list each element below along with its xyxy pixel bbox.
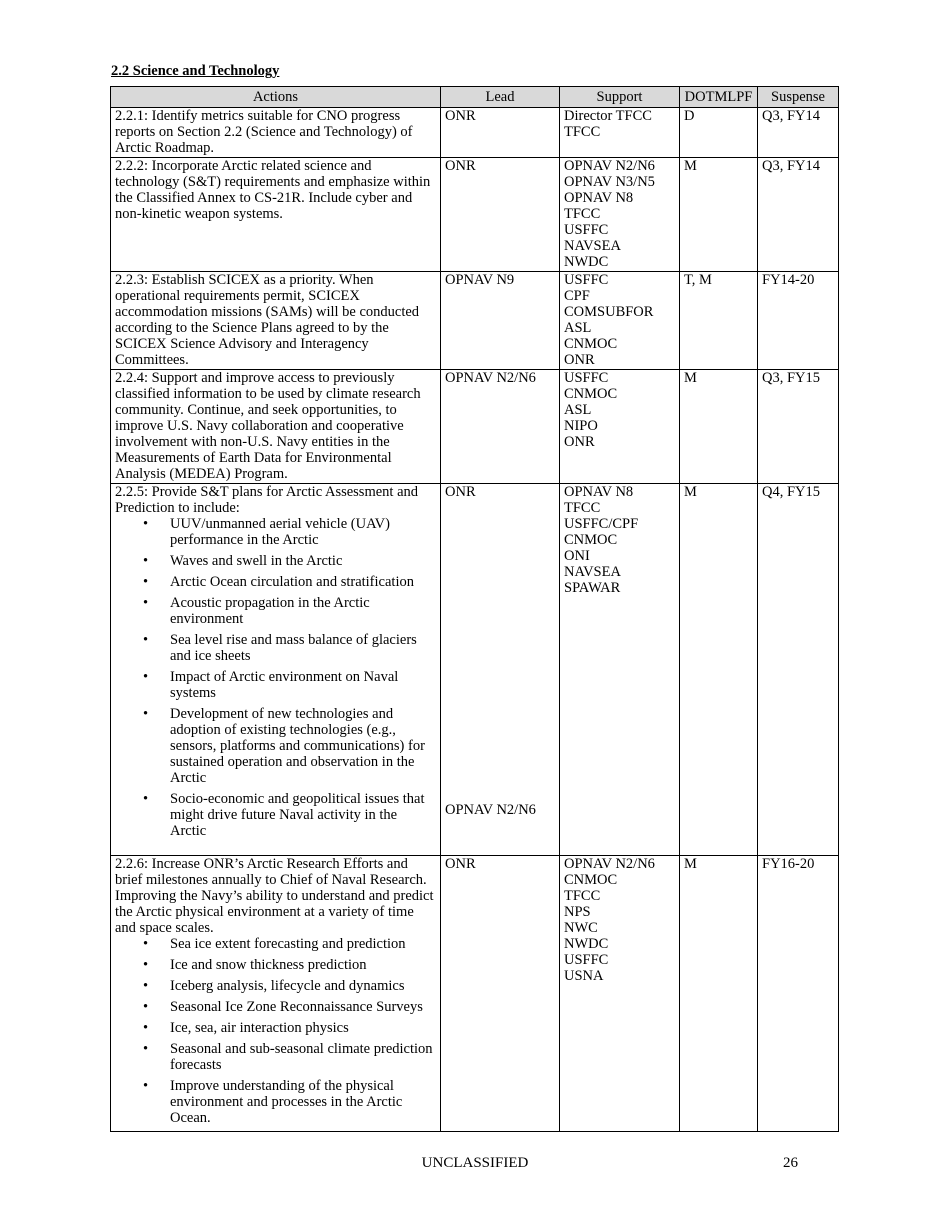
support-cell — [560, 108, 680, 158]
action-cell: 2.2.3: Establish SCICEX as a priority. When operational requirements permit, SCICEX accommodation missions (SAMs) will be conducted according to the Science Plans agreed to by the SCICEX Science Advisory and Interagency Committees. — [111, 272, 441, 370]
support-org: COMSUBFOR — [564, 304, 654, 320]
column-header-suspense: Suspense — [758, 87, 839, 108]
support-org: USFFC — [564, 222, 609, 238]
support-org: NWDC — [564, 936, 609, 952]
bullet-list — [115, 936, 436, 1126]
table-row — [111, 856, 839, 1132]
action-cell: 2.2.1: Identify metrics suitable for CNO progress reports on Section 2.2 (Science and Technology) of Arctic Roadmap. — [111, 108, 441, 158]
column-header-lead: Lead — [441, 87, 560, 108]
lead-cell: ONR — [441, 158, 560, 272]
lead-cell: ONR — [441, 856, 560, 1132]
support-cell — [560, 370, 680, 484]
list-item: • Ice and snow thickness prediction — [115, 957, 436, 973]
table-row — [111, 108, 839, 158]
support-org: NIPO — [564, 418, 598, 434]
support-org: USNA — [564, 968, 604, 984]
support-org: TFCC — [564, 124, 601, 140]
support-org: CNMOC — [564, 532, 618, 548]
support-org: OPNAV N8 — [564, 484, 634, 500]
lead-secondary: OPNAV N2/N6 — [445, 802, 536, 818]
suspense-cell: FY16-20 — [758, 856, 839, 1132]
support-org: TFCC — [564, 500, 601, 516]
support-org: SPAWAR — [564, 580, 621, 596]
action-cell: 2.2.4: Support and improve access to previously classified information to be used by climate research community. Continue, and seek opportunities, to improve U.S. Navy collaboration and cooperative involvement with non-U.S. Navy entities in the Measurements of Earth Data for Environmental Analysis (MEDEA) Program. — [111, 370, 441, 484]
action-intro: 2.2.5: Provide S&T plans for Arctic Assessment and Prediction to include: — [115, 484, 418, 516]
dotmlpf-cell: M — [680, 856, 758, 1132]
support-org: NAVSEA — [564, 238, 621, 254]
list-item: • Improve understanding of the physical environment and processes in the Arctic Ocean. — [115, 1078, 436, 1126]
list-item: • Sea level rise and mass balance of glaciers and ice sheets — [115, 632, 436, 664]
lead-cell: OPNAV N2/N6 — [441, 370, 560, 484]
support-org: ONI — [564, 548, 590, 564]
list-item: • Arctic Ocean circulation and stratification — [115, 574, 436, 590]
lead-cell: OPNAV N9 — [441, 272, 560, 370]
support-org: USFFC — [564, 272, 609, 288]
dotmlpf-cell: D — [680, 108, 758, 158]
support-org: USFFC — [564, 952, 609, 968]
list-item: • Acoustic propagation in the Arctic environment — [115, 595, 436, 627]
suspense-cell: Q3, FY15 — [758, 370, 839, 484]
list-item: • Development of new technologies and adoption of existing technologies (e.g., sensors, platforms and communications) for sustained operation and observation in the Arctic — [115, 706, 436, 786]
dotmlpf-cell: M — [680, 484, 758, 856]
support-org: CNMOC — [564, 336, 618, 352]
suspense-cell: Q3, FY14 — [758, 108, 839, 158]
column-header-dotmlpf: DOTMLPF — [680, 87, 758, 108]
lead-primary: ONR — [445, 484, 476, 500]
support-org: USFFC/CPF — [564, 516, 639, 532]
table-row — [111, 484, 839, 856]
list-item: • Seasonal Ice Zone Reconnaissance Surveys — [115, 999, 436, 1015]
list-item: • Iceberg analysis, lifecycle and dynamics — [115, 978, 436, 994]
support-org: CNMOC — [564, 386, 618, 402]
list-item: • Socio-economic and geopolitical issues that might drive future Naval activity in the Arctic — [115, 791, 436, 839]
support-org: OPNAV N2/N6 — [564, 158, 655, 174]
dotmlpf-cell: M — [680, 370, 758, 484]
column-header-actions: Actions — [111, 87, 441, 108]
support-org: CNMOC — [564, 872, 618, 888]
support-org: NWC — [564, 920, 598, 936]
list-item: • Impact of Arctic environment on Naval systems — [115, 669, 436, 701]
support-cell — [560, 158, 680, 272]
suspense-cell: FY14-20 — [758, 272, 839, 370]
support-org: TFCC — [564, 888, 601, 904]
list-item: • Sea ice extent forecasting and prediction — [115, 936, 436, 952]
support-cell — [560, 856, 680, 1132]
support-org: NPS — [564, 904, 591, 920]
lead-cell: ONR — [441, 108, 560, 158]
table-header-row — [111, 87, 839, 108]
actions-table — [110, 86, 839, 1132]
support-org: TFCC — [564, 206, 601, 222]
list-item: • Ice, sea, air interaction physics — [115, 1020, 436, 1036]
support-org: Director TFCC — [564, 108, 652, 124]
dotmlpf-cell: T, M — [680, 272, 758, 370]
table-row — [111, 272, 839, 370]
support-org: ONR — [564, 434, 595, 450]
support-org: USFFC — [564, 370, 609, 386]
lead-cell — [441, 484, 560, 856]
bullet-list — [115, 516, 436, 839]
suspense-cell: Q4, FY15 — [758, 484, 839, 856]
list-item: • UUV/unmanned aerial vehicle (UAV) performance in the Arctic — [115, 516, 436, 548]
action-cell: 2.2.2: Incorporate Arctic related science and technology (S&T) requirements and emphasize within the Classified Annex to CS-21R. Include cyber and non-kinetic weapon systems. — [111, 158, 441, 272]
list-item: • Waves and swell in the Arctic — [115, 553, 436, 569]
section-heading: 2.2 Science and Technology — [111, 63, 280, 79]
support-org: OPNAV N3/N5 — [564, 174, 655, 190]
classification-marking: UNCLASSIFIED — [421, 1155, 529, 1171]
support-org: OPNAV N2/N6 — [564, 856, 655, 872]
table-row — [111, 370, 839, 484]
support-org: NWDC — [564, 254, 609, 270]
support-org: ASL — [564, 402, 592, 418]
action-intro: 2.2.6: Increase ONR’s Arctic Research Efforts and brief milestones annually to Chief of Naval Research. Improving the Navy’s ability to understand and predict the Arctic physical environment at a variety of time and space scales. — [115, 856, 434, 936]
page-number: 26 — [783, 1155, 798, 1171]
dotmlpf-cell: M — [680, 158, 758, 272]
support-org: ONR — [564, 352, 595, 368]
support-org: CPF — [564, 288, 590, 304]
table-row — [111, 158, 839, 272]
suspense-cell: Q3, FY14 — [758, 158, 839, 272]
list-item: • Seasonal and sub-seasonal climate prediction forecasts — [115, 1041, 436, 1073]
support-org: OPNAV N8 — [564, 190, 634, 206]
support-cell — [560, 272, 680, 370]
action-cell — [111, 856, 441, 1132]
support-cell — [560, 484, 680, 856]
support-org: NAVSEA — [564, 564, 621, 580]
support-org: ASL — [564, 320, 592, 336]
column-header-support: Support — [560, 87, 680, 108]
action-cell — [111, 484, 441, 856]
